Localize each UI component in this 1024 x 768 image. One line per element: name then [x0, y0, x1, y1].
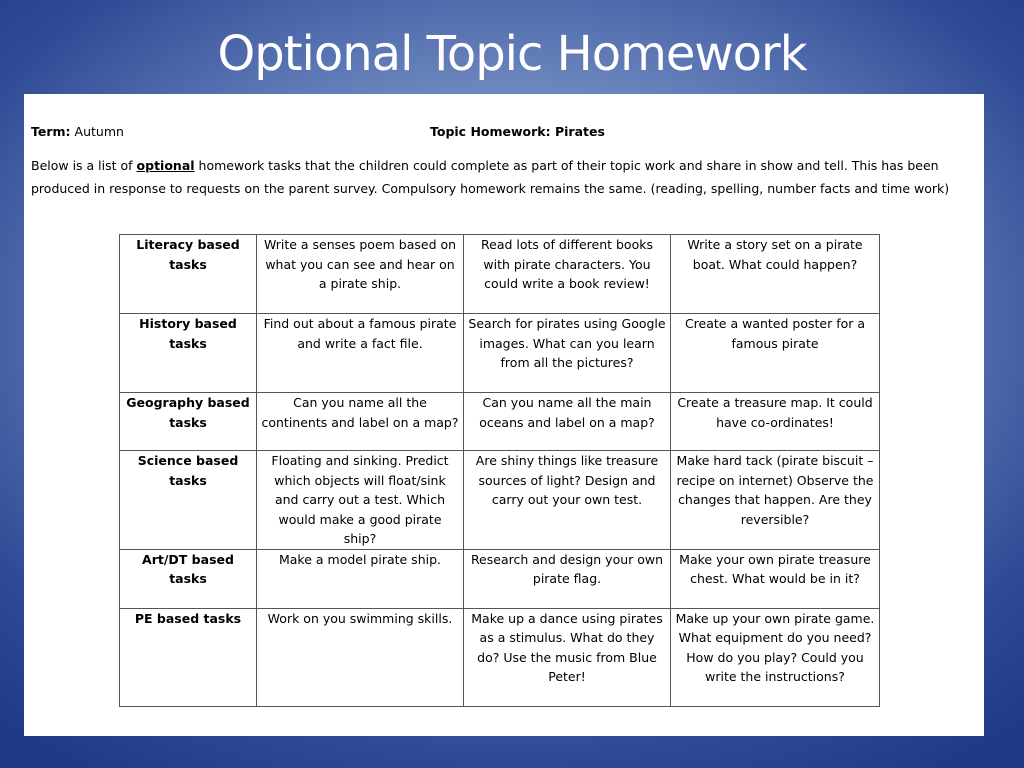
task-row-art-dt: [120, 549, 880, 608]
intro-before: Below is a list of: [31, 158, 137, 173]
task-row-history: [120, 314, 880, 393]
task-cell: Floating and sinking. Predict which objects will float/sink and carry out a test. Which would make a good pirate ship?: [257, 451, 464, 550]
task-cell: Make up a dance using pirates as a stimulus. What do they do? Use the music from Blue Peter!: [464, 608, 671, 706]
task-cell: Make up your own pirate game. What equipment do you need? How do you play? Could you write the instructions?: [671, 608, 880, 706]
term-value: Autumn: [74, 124, 124, 139]
task-cell: Work on you swimming skills.: [257, 608, 464, 706]
term-field: [31, 124, 124, 139]
task-row-literacy: [120, 235, 880, 314]
task-row-geography: [120, 393, 880, 451]
task-cell: Make hard tack (pirate biscuit – recipe on internet) Observe the changes that happen. Are they reversible?: [671, 451, 880, 550]
task-row-science: [120, 451, 880, 550]
task-cell: Create a wanted poster for a famous pirate: [671, 314, 880, 393]
intro-emphasis: optional: [136, 158, 195, 173]
task-cell: Make a model pirate ship.: [257, 549, 464, 608]
task-cell: Research and design your own pirate flag.: [464, 549, 671, 608]
task-cell: Are shiny things like treasure sources of light? Design and carry out your own test.: [464, 451, 671, 550]
term-label: Term:: [31, 124, 71, 139]
category-cell: PE based tasks: [120, 608, 257, 706]
task-cell: Find out about a famous pirate and write a fact file.: [257, 314, 464, 393]
category-cell: Science based tasks: [120, 451, 257, 550]
category-cell: Literacy based tasks: [120, 235, 257, 314]
homework-task-table: [119, 234, 880, 707]
document-page: [24, 94, 984, 736]
task-cell: Create a treasure map. It could have co-ordinates!: [671, 393, 880, 451]
task-cell: Can you name all the main oceans and label on a map?: [464, 393, 671, 451]
topic-heading: Topic Homework: Pirates: [430, 124, 605, 139]
task-row-pe: [120, 608, 880, 706]
intro-paragraph: [31, 155, 966, 200]
task-cell: Make your own pirate treasure chest. What would be in it?: [671, 549, 880, 608]
category-cell: Art/DT based tasks: [120, 549, 257, 608]
category-cell: Geography based tasks: [120, 393, 257, 451]
slide-title: Optional Topic Homework: [217, 26, 807, 82]
task-cell: Search for pirates using Google images. What can you learn from all the pictures?: [464, 314, 671, 393]
task-cell: Write a story set on a pirate boat. What could happen?: [671, 235, 880, 314]
task-cell: Write a senses poem based on what you can see and hear on a pirate ship.: [257, 235, 464, 314]
task-cell: Read lots of different books with pirate characters. You could write a book review!: [464, 235, 671, 314]
task-cell: Can you name all the continents and label on a map?: [257, 393, 464, 451]
intro-after: homework tasks that the children could complete as part of their topic work and share in show and tell. This has been produced in response to requests on the parent survey. Compulsory homework remains the same. (reading, spelling, number facts and time work): [31, 158, 950, 196]
category-cell: History based tasks: [120, 314, 257, 393]
